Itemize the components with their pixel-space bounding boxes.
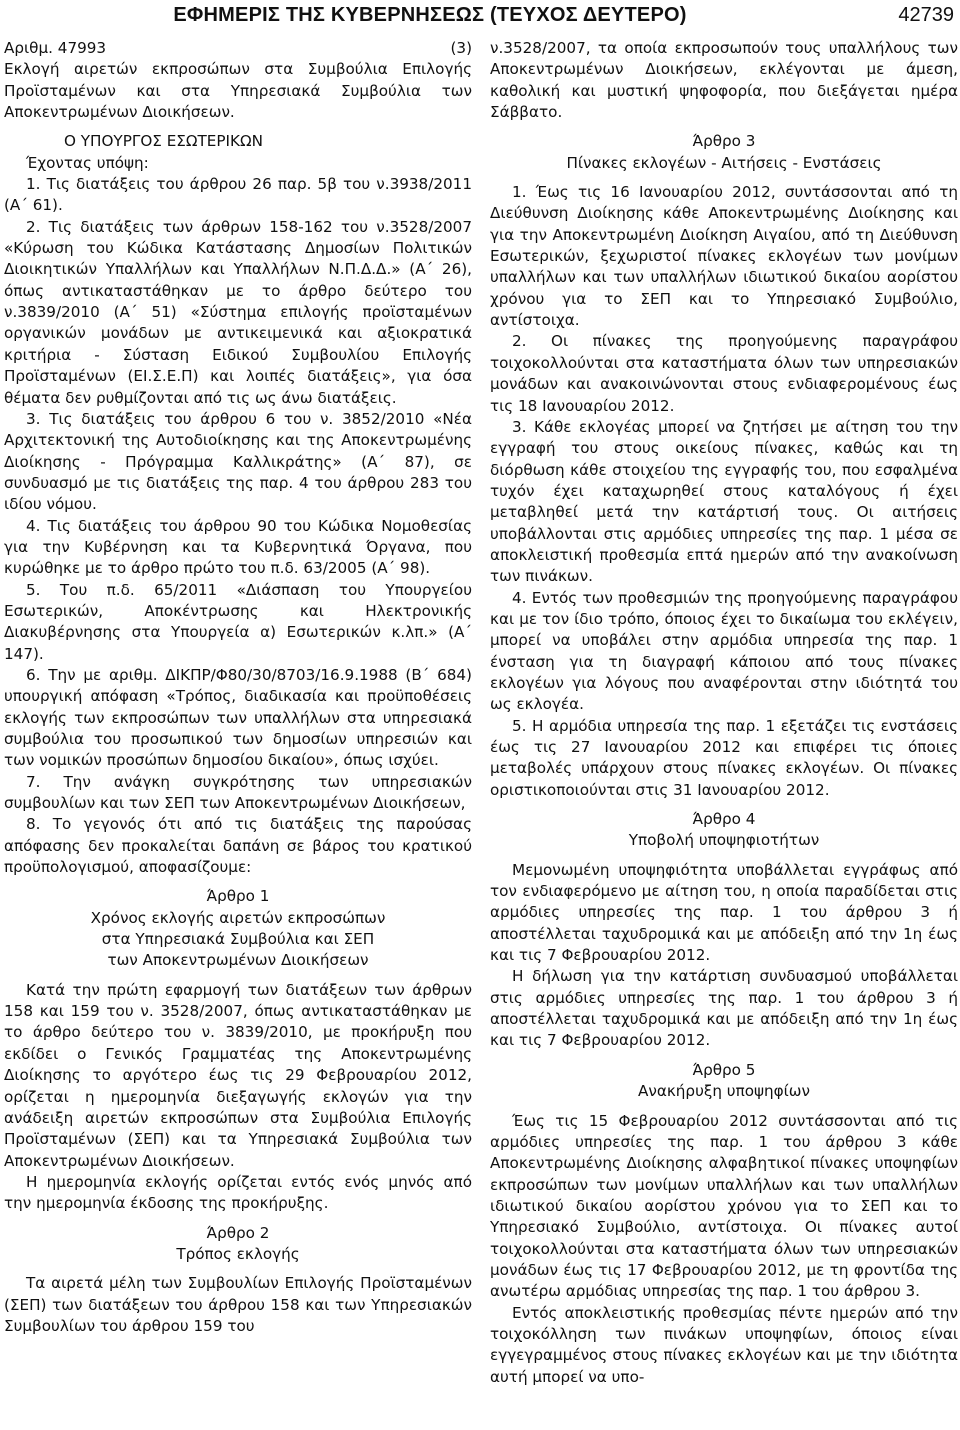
article-2-continuation: ν.3528/2007, τα οποία εκπροσωπούν τους υπαλλήλους των Αποκεντρωμένων Διοικήσεων, εκλέγονται με άμεση, καθολική και μυστική ψηφοφορία, που διεξάγεται ημέρα Σάββατο. [490,39,958,122]
decision-number-line [4,38,472,59]
article-1-title-line-1: Χρόνος εκλογής αιρετών εκπροσώπων [90,908,386,927]
minister-heading: Ο ΥΠΟΥΡΓΟΣ ΕΣΩΤΕΡΙΚΩΝ [64,132,263,151]
page-header [0,0,960,34]
article-3-paragraph-1: 1. Έως τις 16 Ιανουαρίου 2012, συντάσσονται από τη Διεύθυνση Διοίκησης κάθε Αποκεντρωμένης Διοίκησης και για την Αποκεντρωμένη Διοίκηση Αιγαίου, από τη Διεύθυνση Εσωτερικών, ξεχωριστοί πίνακες εκλογέων των μονίμων υπαλλήλων και των υπαλλήλων ιδιωτικού δικαίου αορίστου χρόνου για το ΣΕΠ και το Υπηρεσιακό Συμβούλιο, αντίστοιχα. [490,183,958,330]
article-3-paragraph-4: 4. Εντός των προθεσμιών της προηγούμενης παραγράφου και με τον ίδιο τρόπο, όποιος έχει το δικαίωμα του εκλέγειν, μπορεί να υποβάλει στην αρμόδια υπηρεσία της παρ. 1 ένσταση για τη διαγραφή κάποιου από τους πίνακες εκλογέων για λόγους που αναφέρονται στην ιδιότητά του ως εκλογέα. [490,588,958,714]
page-number: 42739 [898,4,954,26]
article-2-heading: Άρθρο 2 [206,1223,270,1242]
having-regard: Έχοντας υπόψη: [26,153,149,172]
paragraph-6: 6. Την με αριθμ. ΔΙΚΠΡ/Φ80/30/8703/16.9.1988 (Β΄ 684) υπουργική απόφαση «Τρόπος, διαδικασία και προϋποθέσεις εκλογής των εκπροσώπων των υπαλλήλων στα υπηρεσιακά συμβούλια του προσωπικού των δημοσίων υπηρεσιών και των νομικών προσώπων δημοσίου δικαίου», όπως ισχύει. [4,665,472,770]
article-1-paragraph-1: Κατά την πρώτη εφαρμογή των διατάξεων των άρθρων 158 και 159 του ν. 3528/2007, όπως αντικαταστάθηκαν με το άρθρο δεύτερο του ν. 3839/2010, με προκήρυξη που εκδίδει ο Γενικός Γραμματέας της Αποκεντρωμένης Διοίκησης το αργότερο έως τις 29 Φεβρουαρίου 2012, ορίζεται η ημερομηνία διεξαγωγής εκλογών για την ανάδειξη αιρετών εκπροσώπων στα Συμβούλια Επιλογής Προϊσταμένων (ΣΕΠ) και τα Υπηρεσιακά Συμβούλια των Αποκεντρωμένων Διοικήσεων. [4,980,472,1170]
paragraph-1: 1. Τις διατάξεις του άρθρου 26 παρ. 5β του ν.3938/2011 (Α΄ 61). [4,175,472,215]
article-5-title: Ανακήρυξη υποψηφίων [637,1082,811,1101]
paragraph-7: 7. Την ανάγκη συγκρότησης των υπηρεσιακών συμβουλίων και των ΣΕΠ των Αποκεντρωμένων Διοικήσεων, [4,772,472,813]
paragraph-2: 2. Τις διατάξεις των άρθρων 158-162 του ν.3528/2007 «Κύρωση του Κώδικα Κατάστασης Δημοσίων Πολιτικών Διοικητικών Υπαλλήλων και Υπαλλήλων Ν.Π.Δ.Δ.» (Α΄ 26), όπως αντικαταστάθηκαν με το άρθρο δεύτερο του ν.3839/2010 (Α΄ 51) «Σύστημα επιλογής προϊσταμένων οργανικών μονάδων με αντικειμενικά και αξιοκρατικά κριτήρια - Σύσταση Ειδικού Συμβουλίου Επιλογής Προϊσταμένων (ΕΙ.Σ.Ε.Π) και λοιπές διατάξεις», για όσα θέματα δεν ρυθμίζονται από τις ως άνω διατάξεις. [4,217,472,407]
right-column [490,38,958,1388]
article-4-paragraph-1: Μεμονωμένη υποψηφιότητα υποβάλλεται εγγράφως από τον ενδιαφερόμενο με αίτηση του, η οποία παραδίδεται στις αρμόδιες υπηρεσίες της παρ. 1 του άρθρου 3 ή αποστέλλεται ταχυδρομικά και με απόδειξη από την 1η έως και τις 7 Φεβρουαρίου 2012. [490,860,958,965]
article-3-heading: Άρθρο 3 [692,132,756,151]
article-1-title-line-3: των Αποκεντρωμένων Διοικήσεων [107,951,369,970]
article-1-paragraph-2: Η ημερομηνία εκλογής ορίζεται εντός ενός μηνός από την ημερομηνία έκδοσης της προκήρυξης. [4,1172,472,1213]
paragraph-4: 4. Τις διατάξεις του άρθρου 90 του Κώδικα Νομοθεσίας για την Κυβέρνηση και τα Κυβερνητικά Όργανα, που κυρώθηκε με το άρθρο πρώτο του π.δ. 63/2005 (Α΄ 98). [4,516,472,578]
article-5-paragraph-1: Έως τις 15 Φεβρουαρίου 2012 συντάσσονται από τις αρμόδιες υπηρεσίες της παρ. 1 του άρθρου 3 κάθε Αποκεντρωμένης Διοίκησης αλφαβητικοί πίνακες υποψηφίων εκπροσώπων των μονίμων υπαλλήλων και των υπαλλήλων ιδιωτικού δικαίου αορίστου χρόνου για το ΣΕΠ και το Υπηρεσιακό Συμβούλιο, αντίστοιχα. Οι πίνακες αυτοί τοιχοκολλούνται στα καταστήματα όλων των υπηρεσιακών μονάδων έως τις 17 Φεβρουαρίου 2012, με τη φροντίδα της ανωτέρω αρμόδιας υπηρεσίας της παρ. 1 του άρθρου 3. [490,1111,958,1301]
article-4-title: Υποβολή υποψηφιοτήτων [628,831,820,850]
paragraph-8: 8. Το γεγονός ότι από τις διατάξεις της παρούσας απόφασης δεν προκαλείται δαπάνη σε βάρος του κρατικού προϋπολογισμού, αποφασίζουμε: [4,815,472,877]
decision-ref: (3) [450,39,472,57]
article-5-heading: Άρθρο 5 [692,1060,756,1079]
article-3-paragraph-2: 2. Οι πίνακες της προηγούμενης παραγράφου τοιχοκολλούνται στα καταστήματα όλων των υπηρεσιακών μονάδων και ανακοινώνονται στους ενδιαφερομένους έως τις 18 Ιανουαρίου 2012. [490,332,958,415]
paragraph-3: 3. Τις διατάξεις του άρθρου 6 του ν. 3852/2010 «Νέα Αρχιτεκτονική της Αυτοδιοίκησης και της Αποκεντρωμένης Διοίκησης - Πρόγραμμα Καλλικράτης» (Α΄ 87), σε συνδυασμό με τις διατάξεις της παρ. 4 του άρθρου 283 του ιδίου νόμου. [4,409,472,514]
article-4-heading: Άρθρο 4 [692,810,756,829]
decision-title: Εκλογή αιρετών εκπροσώπων στα Συμβούλια Επιλογής Προϊσταμένων και στα Υπηρεσιακά Συμβούλια των Αποκεντρωμένων Διοικήσεων. [4,60,472,122]
article-4-paragraph-2: Η δήλωση για την κατάρτιση συνδυασμού υποβάλλεται στις αρμόδιες υπηρεσίες της παρ. 1 του άρθρου 3 ή αποστέλλεται ταχυδρομικά και με απόδειξη από την 1η έως και τις 7 Φεβρουαρίου 2012. [490,967,958,1050]
gazette-title: ΕΦΗΜΕΡΙΣ ΤΗΣ ΚΥΒΕΡΝΗΣΕΩΣ (ΤΕΥΧΟΣ ΔΕΥΤΕΡΟ) [173,4,687,26]
article-5-paragraph-2: Εντός αποκλειστικής προθεσμίας πέντε ημερών από την τοιχοκόλληση των πινάκων υποψηφίων, όποιος είναι εγγεγραμμένος στους πίνακες εκλογέων και με την ιδιότητα αυτή μπορεί να υπο- [490,1303,958,1386]
article-2-paragraph-1: Τα αιρετά μέλη των Συμβουλίων Επιλογής Προϊσταμένων (ΣΕΠ) των διατάξεων του άρθρου 158 και των Υπηρεσιακών Συμβουλίων του άρθρου 159 του [4,1274,472,1335]
article-1-heading: Άρθρο 1 [206,887,270,906]
article-3-paragraph-3: 3. Κάθε εκλογέας μπορεί να ζητήσει με αίτηση του την εγγραφή του στους οικείους πίνακες, καθώς και τη διόρθωση κάθε στοιχείου της εγγραφής του, που εσφαλμένα τυχόν έχει καταχωρηθεί στους καταλόγους ή έχει μεταβληθεί μετά την κατάρτισή τους. Οι αιτήσεις υποβάλλονται στις αρμόδιες υπηρεσίες της παρ. 1 μέσα σε αποκλειστική προθεσμία επτά ημερών από την ανακοίνωση των πινάκων. [490,417,958,586]
article-3-title: Πίνακες εκλογέων - Αιτήσεις - Ενστάσεις [566,153,882,172]
decision-number: Αριθμ. 47993 [4,39,107,57]
paragraph-5: 5. Του π.δ. 65/2011 «Διάσπαση του Υπουργείου Εσωτερικών, Αποκέντρωσης και Ηλεκτρονικής Διακυβέρνησης στα Υπουργεία α) Εσωτερικών κ.λπ.» (Α΄ 147). [4,580,472,663]
article-3-paragraph-5: 5. Η αρμόδια υπηρεσία της παρ. 1 εξετάζει τις ενστάσεις έως τις 27 Ιανουαρίου 2012 και επιφέρει τις όποιες μεταβολές υπάρχουν στους πίνακες εκλογέων. Οι πίνακες οριστικοποιούνται στις 31 Ιανουαρίου 2012. [490,716,958,799]
article-2-title: Τρόπος εκλογής [176,1244,300,1263]
left-column [4,38,472,1337]
article-1-title-line-2: στα Υπηρεσιακά Συμβούλια και ΣΕΠ [101,930,375,949]
